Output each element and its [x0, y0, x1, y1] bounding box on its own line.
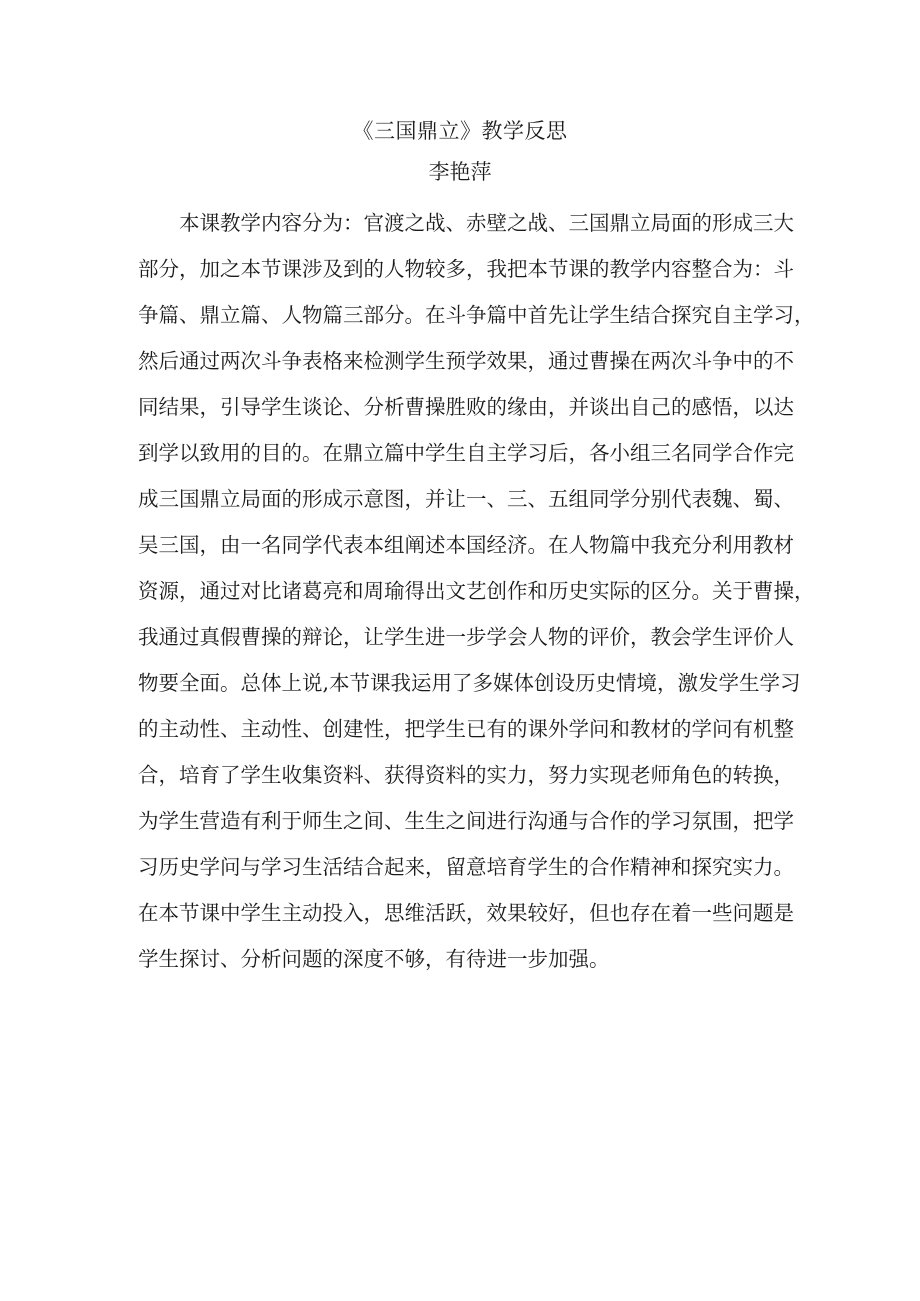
- body-line: 在本节课中学生主动投入，思维活跃，效果较好，但也存在着一些问题是: [138, 901, 794, 925]
- body-line: 吴三国，由一名同学代表本组阐述本国经济。在人物篇中我充分利用教材: [138, 533, 794, 557]
- body-line: 习历史学问与学习生活结合起来，留意培育学生的合作精神和探究实力。: [138, 855, 794, 879]
- body-line: 为学生营造有利于师生之间、生生之间进行沟通与合作的学习氛围，把学: [138, 809, 794, 833]
- document-body: [138, 200, 815, 982]
- body-line: 学生探讨、分析问题的深度不够，有待进一步加强。: [138, 947, 610, 971]
- body-line: 成三国鼎立局面的形成示意图，并让一、三、五组同学分别代表魏、蜀、: [138, 487, 794, 511]
- document-title: 《三国鼎立》教学反思: [352, 119, 568, 143]
- body-line: 部分，加之本节课涉及到的人物较多，我把本节课的教学内容整合为：斗: [138, 257, 794, 281]
- body-line: 物要全面。总体上说,本节课我运用了多媒体创设历史情境，激发学生学习: [138, 671, 801, 695]
- body-line: 合，培育了学生收集资料、获得资料的实力，努力实现老师角色的转换，: [138, 763, 794, 787]
- body-line: 到学以致用的目的。在鼎立篇中学生自主学习后，各小组三名同学合作完: [138, 441, 794, 465]
- body-line: 本课教学内容分为：官渡之战、赤壁之战、三国鼎立局面的形成三大: [179, 211, 794, 235]
- body-line: 同结果，引导学生谈论、分析曹操胜败的缘由，并谈出自己的感悟，以达: [138, 395, 794, 419]
- body-line: 然后通过两次斗争表格来检测学生预学效果，通过曹操在两次斗争中的不: [138, 349, 794, 373]
- body-line: 的主动性、主动性、创建性，把学生已有的课外学问和教材的学问有机整: [138, 717, 794, 741]
- body-line: 资源，通过对比诸葛亮和周瑜得出文艺创作和历史实际的区分。关于曹操，: [138, 579, 815, 603]
- document-author: 李艳萍: [428, 160, 492, 184]
- body-line: 争篇、鼎立篇、人物篇三部分。在斗争篇中首先让学生结合探究自主学习，: [138, 303, 815, 327]
- body-line: 我通过真假曹操的辩论，让学生进一步学会人物的评价，教会学生评价人: [138, 625, 794, 649]
